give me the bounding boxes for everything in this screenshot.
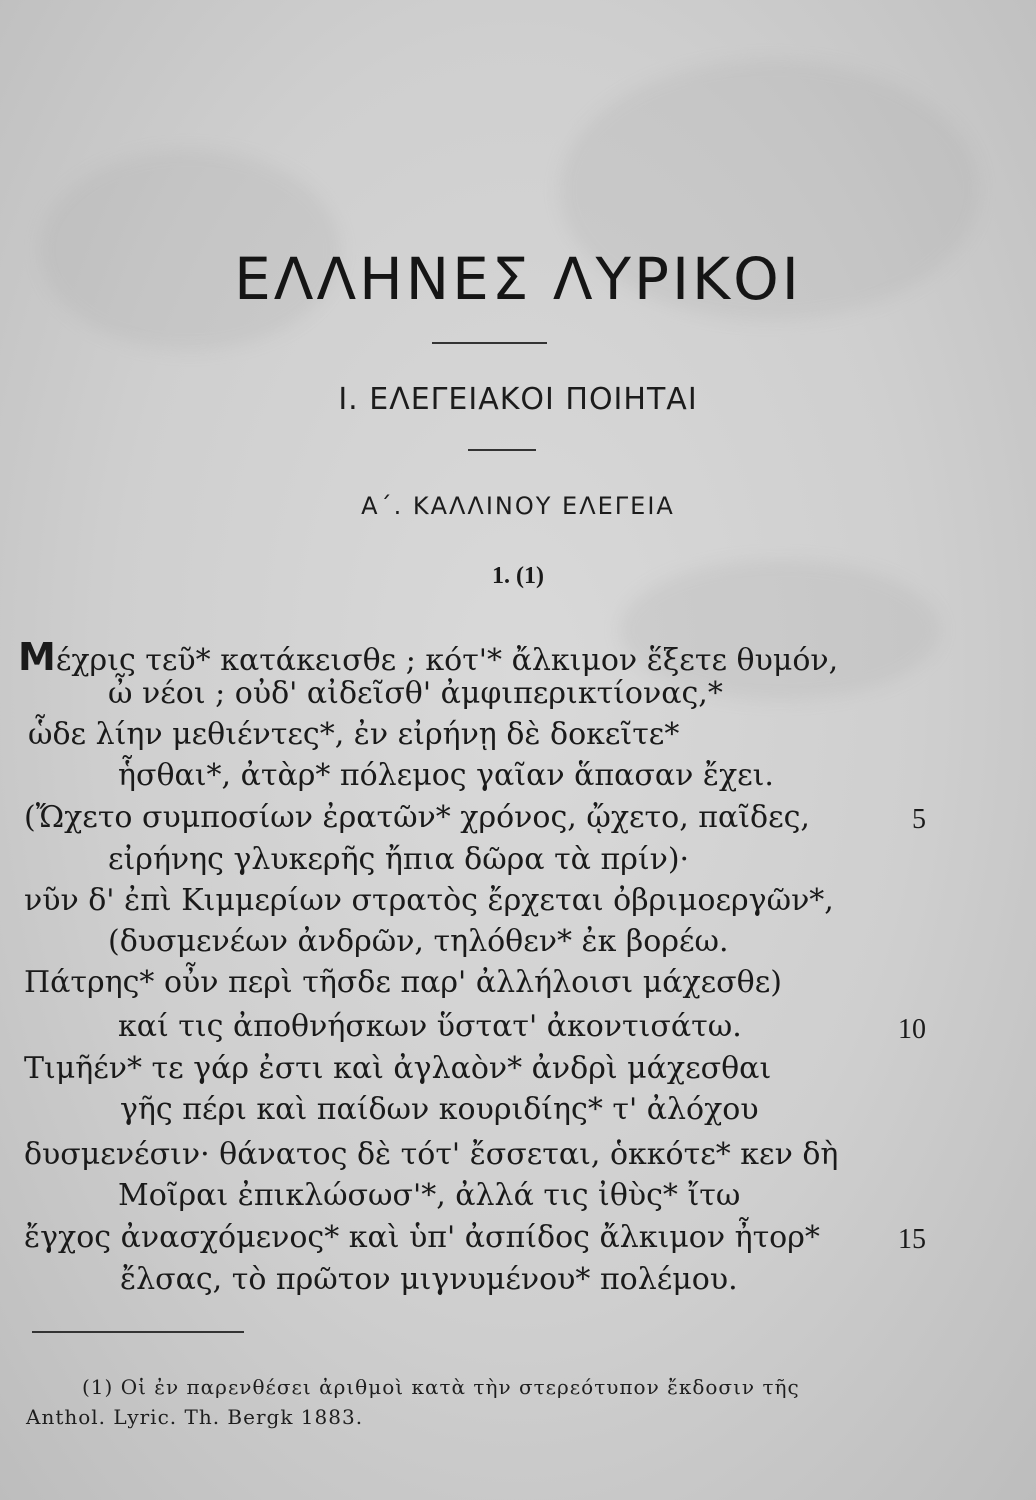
section-heading: Ι. ΕΛΕΓΕΙΑΚΟΙ ΠΟΙΗΤΑΙ [338, 382, 698, 417]
poem-line-16: ἔλσας, τὸ πρῶτον μιγνυμένου* πολέμου. [120, 1262, 738, 1297]
poem-number: 1. (1) [492, 563, 544, 589]
poem-line-9: Πάτρης* οὖν περὶ τῆσδε παρ' ἀλλήλοισι μάχεσθε) [24, 965, 782, 1000]
poem-line-2: ὦ νέοι ; οὐδ' αἰδεῖσθ' ἀμφιπερικτίονας,* [108, 676, 723, 711]
line-number-5: 5 [912, 804, 926, 835]
poem-line-5: (Ὤχετο συμποσίων ἐρατῶν* χρόνος, ᾤχετο, παῖδες, [24, 800, 810, 835]
line-number-15: 15 [898, 1224, 926, 1255]
poem-line-1: Μέχρις τεῦ* κατάκεισθε ; κότ'* ἄλκιμον ἕξετε θυμόν, [18, 635, 839, 679]
line-number-10: 10 [898, 1014, 926, 1045]
book-title: ΕΛΛΗΝΕΣ ΛΥΡΙΚΟΙ [234, 245, 802, 313]
poem-line-7: νῦν δ' ἐπὶ Κιμμερίων στρατὸς ἔρχεται ὀβριμοεργῶν*, [24, 883, 834, 918]
footnote-line-1: (1) Οἱ ἐν παρενθέσει ἀριθμοὶ κατὰ τὴν στερεότυπον ἔκδοσιν τῆς [82, 1375, 800, 1399]
poem-line-11: Τιμῆέν* τε γάρ ἐστι καὶ ἀγλαὸν* ἀνδρὶ μάχεσθαι [24, 1051, 772, 1086]
poem-line-4: ἧσθαι*, ἀτὰρ* πόλεμος γαῖαν ἅπασαν ἔχει. [118, 758, 774, 793]
footnote-line-2: Anthol. Lyric. Th. Bergk 1883. [26, 1405, 364, 1429]
footnote-divider [32, 1331, 244, 1333]
poem-line-6: εἰρήνης γλυκερῆς ἤπια δῶρα τὰ πρίν)· [108, 842, 690, 877]
poem-line-10: καί τις ἀποθνήσκων ὕστατ' ἀκοντισάτω. [118, 1009, 742, 1044]
poem-line-13: δυσμενέσιν· θάνατος δὲ τότ' ἔσσεται, ὁκκότε* κεν δὴ [24, 1137, 839, 1172]
poem-line-15: ἔγχος ἀνασχόμενος* καὶ ὑπ' ἀσπίδος ἄλκιμον ἦτορ* [24, 1220, 820, 1255]
subsection-heading: Α΄. ΚΑΛΛΙΝΟΥ ΕΛΕΓΕΙΑ [361, 492, 675, 520]
poem-line-8: (δυσμενέων ἀνδρῶν, τηλόθεν* ἐκ βορέω. [108, 924, 729, 959]
drop-cap: Μ [18, 635, 56, 679]
poem-line-3: ὧδε λίην μεθιέντες*, ἐν εἰρήνῃ δὲ δοκεῖτε* [28, 717, 680, 752]
poem-line-12: γῆς πέρι καὶ παίδων κουριδίης* τ' ἀλόχου [120, 1092, 759, 1127]
poem-line-14: Μοῖραι ἐπικλώσωσ'*, ἀλλά τις ἰθὺς* ἴτω [118, 1178, 741, 1213]
